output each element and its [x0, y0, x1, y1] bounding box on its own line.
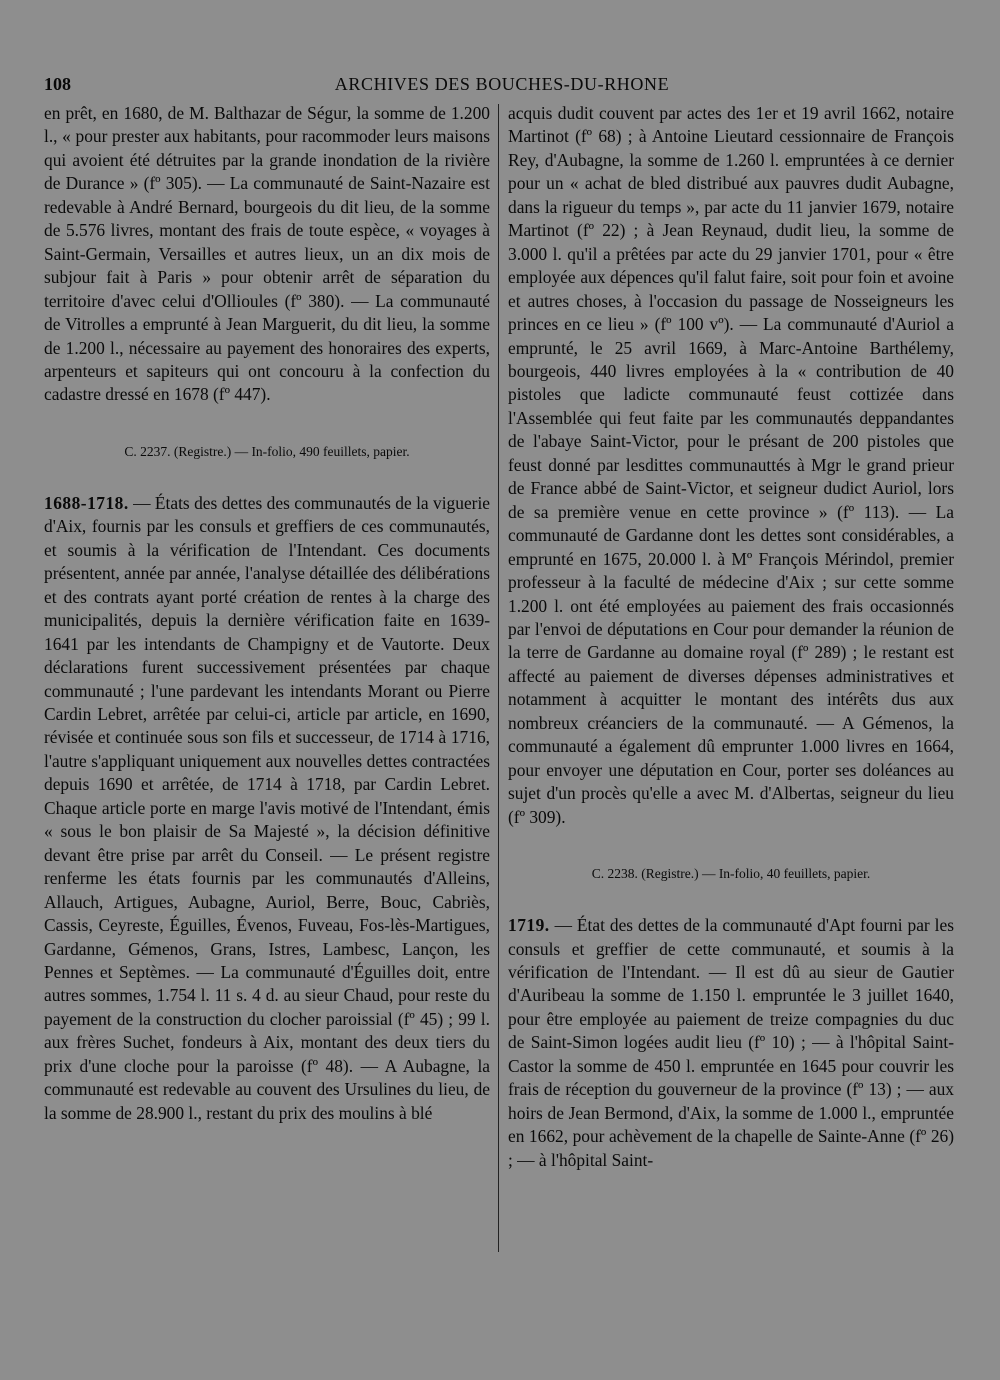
entry-text: — État des dettes de la communauté d'Apt fourni par les consuls et greffier de cette communauté, et soumis à la vérification de l'Intendant. — Il est dû au sieur de Gautier d'Auribeau la somme de 1.150 l. empruntée le 3 juillet 1640, pour être employée au paiement de treize compagnies du duc de Saint-Simon logées audit lieu (fº 10) ; — à l'hôpital Saint-Castor la somme de 450 l. empruntée en 1645 pour couvrir les frais de réception du gouverneur de la province (fº 13) ; — aux hoirs de Jean Bermond, d'Aix, la somme de 1.000 l., empruntée en 1662, pour achèvement de la chapelle de Sainte-Anne (fº 26) ; — à l'hôpital Saint-: [508, 915, 954, 1170]
right-paragraph-1: acquis dudit couvent par actes des 1er et 19 avril 1662, notaire Martinot (fº 68) ; à Antoine Lieutard cessionnaire de François Rey, d'Aubagne, la somme de 1.260 l. empruntées à ce dernier pour un « achat de bled distribué aux pauvres dudit Aubagne, dans la rigueur du temps », par acte du 11 janvier 1679, notaire Martinot (fº 22) ; à Jean Reynaud, dudit lieu, la somme de 3.000 l. qu'il a prêtées par acte du 29 janvier 1701, pour « être employée aux dépences qu'il falut faire, soit pour foin et avoine et autres choses, à l'occasion du passage de Nosseigneurs les princes en ce lieu » (fº 100 vº). — La communauté d'Auriol a emprunté, le 25 avril 1669, à Marc-Antoine Barthélemy, bourgeois, 440 livres employées à la « contribution de 40 pistoles que ladicte communauté feust cottizée dans l'Assemblée qui feut faite par les communautés deppandantes de l'abaye Saint-Victor, pour le présant de 200 pistoles que feust donné par lesdittes communauttés à Mgr le grand prieur de France abbé de Saint-Victor, et seigneur dudict Auriol, lors de sa première venue en cette province » (fº 113). — La communauté de Gardanne dont les dettes sont considérables, a emprunté en 1675, 20.000 l. à Mº François Mérindol, premier professeur à la faculté de médecine d'Aix ; sur cette somme 1.200 l. ont été employées au paiement des frais occasionnés par l'envoi de députations en Cour pour demander la réunion de la terre de Gardanne au domaine royal (fº 289) ; le restant est affecté au paiement de diverses dépenses administratives et notamment à acquitter le montant des intérêts dus aux nombreux créanciers de la communauté. — A Gémenos, la communauté a également dû emprunter 1.000 livres en 1664, pour envoyer une députation en Cour, porter ses doléances au sujet d'un procès qu'elle a avec M. d'Albertas, seigneur du lieu (fº 309).: [508, 103, 954, 827]
entry-date: 1719.: [508, 915, 550, 936]
right-column: [508, 102, 954, 1172]
entry-c2238: [508, 914, 954, 1172]
running-header: [44, 74, 960, 100]
entry-c2237: [44, 492, 490, 1125]
entry-text: — États des dettes des communautés de la viguerie d'Aix, fournis par les consuls et greffiers de ces communautés, et soumis à la vérification de l'Intendant. Ces documents présentent, année par année, l'analyse détaillée des délibérations et des contrats ayant porté création de rentes à la charge des municipalités, depuis la dernière vérification faite en 1639-1641 par les intendants de Champigny et de Vautorte. Deux déclarations furent successivement présentées par chaque communauté ; l'une pardevant les intendants Morant ou Pierre Cardin Lebret, arrêtée par celui-ci, article par article, en 1690, révisée et continuée sous son fils et successeur, de 1714 à 1716, l'autre s'appliquant uniquement aux nouvelles dettes contractées depuis 1690 et arrêtée, de 1714 à 1718, par Cardin Lebret. Chaque article porte en marge l'avis motivé de l'Intendant, émis « sous le bon plaisir de Sa Majesté », la décision définitive devant être prise par arrêt du Conseil. — Le présent registre renferme les états fournis par les communautés d'Alleins, Allauch, Artigues, Aubagne, Auriol, Berre, Bouc, Cabriès, Cassis, Ceyreste, Éguilles, Évenos, Fuveau, Fos-lès-Martigues, Gardanne, Gémenos, Grans, Istres, Lambesc, Lançon, les Pennes et Septèmes. — La communauté d'Éguilles doit, entre autres sommes, 1.754 l. 11 s. 4 d. au sieur Chaud, pour reste du payement de la construction du clocher paroissial (fº 45) ; 99 l. aux frères Suchet, fondeurs à Aix, montant des deux tiers du prix d'une cloche pour la paroisse (fº 48). — A Aubagne, la communauté est redevable au couvent des Ursulines du lieu, de la somme de 28.900 l., restant du prix des moulins à blé: [44, 492, 491, 1123]
archive-reference-c2238: C. 2238. (Registre.) — In-folio, 40 feuillets, papier.: [591, 866, 871, 882]
left-paragraph-1: en prêt, en 1680, de M. Balthazar de Ségur, la somme de 1.200 l., « pour prester aux habitants, pour racommoder leurs maisons qui avoient été détruites par la grande inondation de la rivière de Durance » (fº 305). — La communauté de Saint-Nazaire est redevable à André Bernard, bourgeois du dit lieu, de la somme de 5.576 livres, montant des frais de toute espèce, « voyages à Saint-Germain, Versailles et autres lieux, un an dix mois de subjour fait à Paris » pour obtenir arrêt de séparation du territoire d'avec celui d'Ollioules (fº 380). — La communauté de Vitrolles a emprunté à Jean Marguerit, du dit lieu, la somme de 1.200 l., nécessaire au payement des honoraires des experts, arpenteurs et sapiteurs qui ont concouru à la confection du cadastre dressé en 1678 (fº 447).: [44, 103, 490, 405]
left-column: [44, 102, 490, 1125]
entry-date: 1688-1718.: [44, 492, 129, 513]
column-divider: [498, 104, 499, 1252]
page-title: ARCHIVES DES BOUCHES-DU-RHONE: [334, 74, 670, 94]
page-number: 108: [44, 74, 71, 94]
archive-reference-c2237: C. 2237. (Registre.) — In-folio, 490 feuillets, papier.: [124, 443, 410, 459]
